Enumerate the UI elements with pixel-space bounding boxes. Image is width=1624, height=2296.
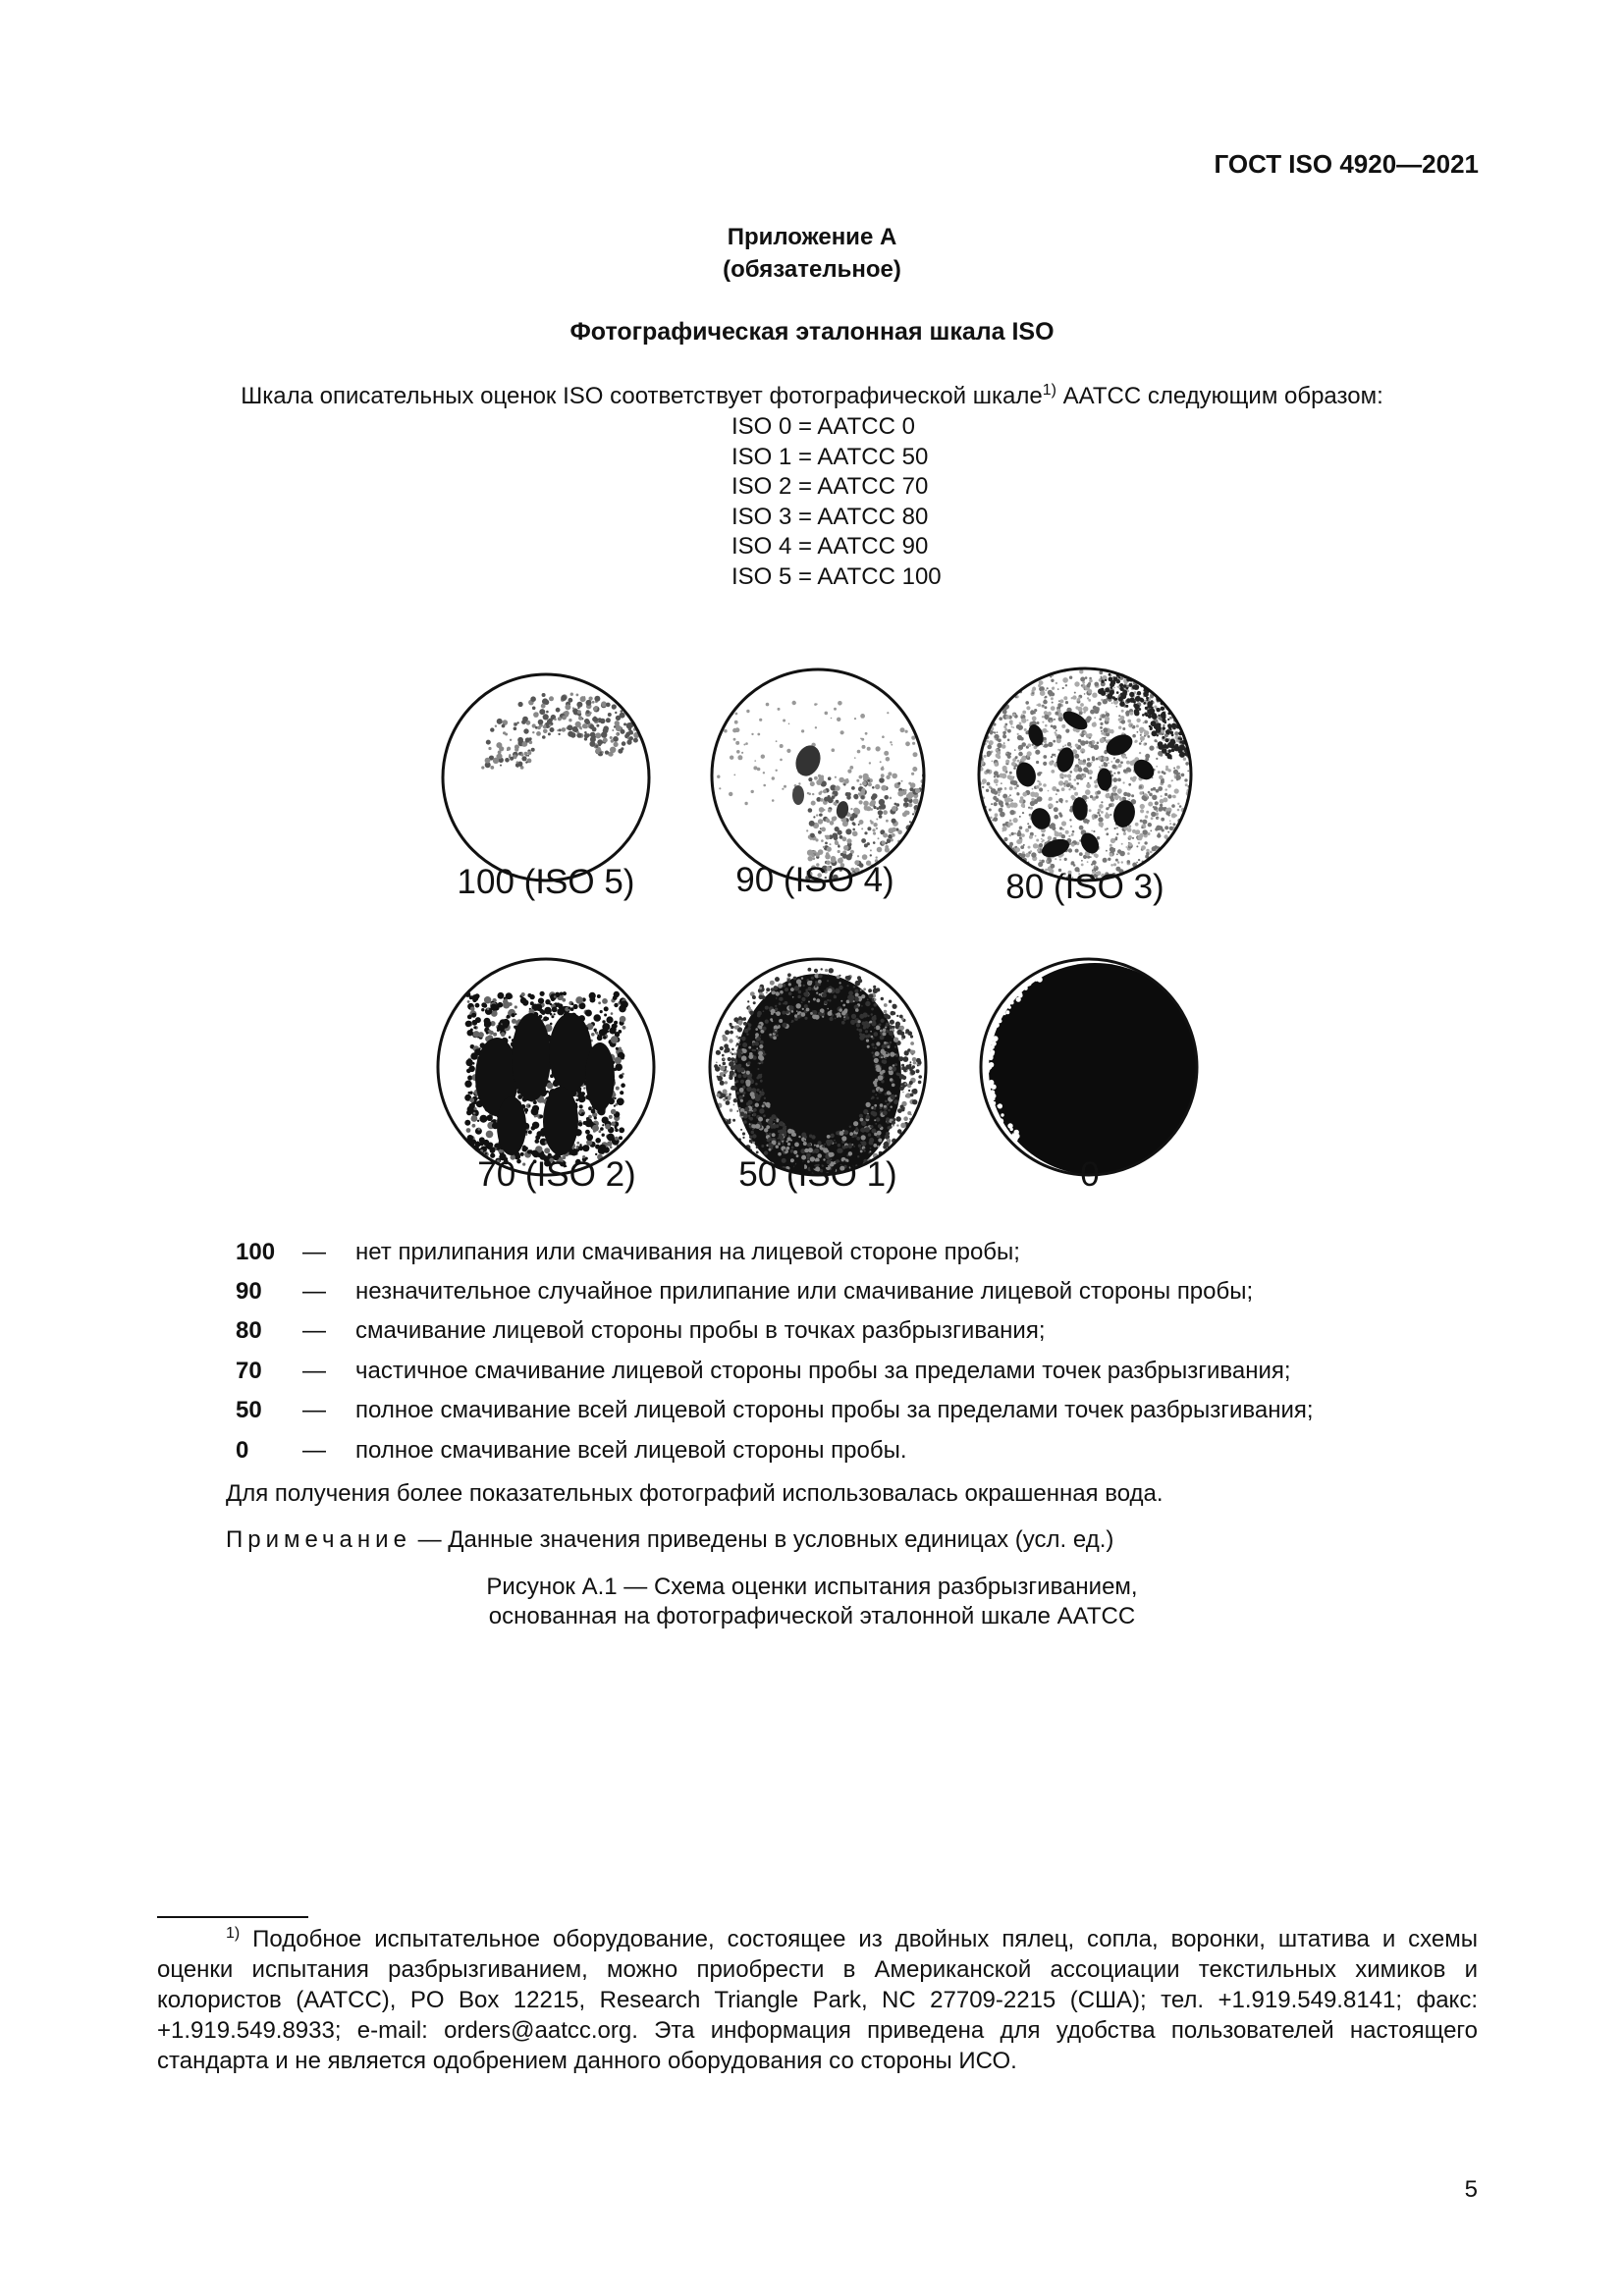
legend-dash: — [302, 1317, 326, 1344]
sample-disc-80 [978, 665, 1194, 881]
colored-water-note: Для получения более показательных фотографий использовалась окрашенная вода. [226, 1480, 1164, 1507]
disc-caption-100: 100 (ISO 5) [457, 863, 635, 901]
note-text: — Данные значения приведены в условных единицах (усл. ед.) [410, 1526, 1114, 1553]
legend-text: полное смачивание всей лицевой стороны пробы за пределами точек разбрызгивания; [355, 1397, 1314, 1423]
legend-dash: — [302, 1358, 326, 1384]
disc-caption-0: 0 [1080, 1155, 1100, 1194]
intro-text-after: AATCC следующим образом: [1056, 383, 1383, 409]
legend-text: незначительное случайное прилипание или смачивание лицевой стороны пробы; [355, 1278, 1254, 1305]
legend-dash: — [302, 1437, 326, 1464]
note-label: Примечание [226, 1526, 411, 1553]
disc-caption-70: 70 (ISO 2) [477, 1155, 636, 1194]
iso-aatcc-mapping [731, 412, 942, 593]
legend-text: смачивание лицевой стороны пробы в точках разбрызгивания; [355, 1317, 1046, 1344]
note [226, 1526, 1113, 1554]
disc-caption-80: 80 (ISO 3) [1005, 868, 1164, 906]
figure-caption-line-2: основанная на фотографической эталонной шкале AATCC [488, 1603, 1136, 1629]
sample-disc-90 [712, 669, 937, 883]
section-title: Фотографическая эталонная шкала ISO [569, 318, 1055, 346]
spray-rating-figure [0, 628, 1624, 1198]
legend-dash: — [302, 1397, 326, 1423]
sample-disc-50 [710, 959, 926, 1186]
intro-text-before: Шкала описательных оценок ISO соответствует фотографической шкале [241, 383, 1043, 409]
mapping-line: ISO 5 = AATCC 100 [731, 562, 942, 590]
sample-disc-0 [979, 959, 1202, 1175]
figure-caption-line-1: Рисунок А.1 — Схема оценки испытания разбрызгиванием, [486, 1574, 1138, 1600]
mapping-line: ISO 1 = AATCC 50 [731, 443, 929, 470]
disc-caption-90: 90 (ISO 4) [735, 861, 894, 899]
intro-paragraph [0, 383, 1624, 410]
legend-value: 90 [236, 1278, 262, 1305]
legend-value: 70 [236, 1358, 262, 1384]
legend-text: частичное смачивание лицевой стороны пробы за пределами точек разбрызгивания; [355, 1358, 1291, 1384]
footnote-text: Подобное испытательное оборудование, состоящее из двойных пялец, сопла, воронки, штатива и схемы оценки испытания разбрызгиванием, можно приобрести в Американской ассоциации текстильных химиков и колористов (AATCC), PO Box 12215, Research Triangle Park, NC 27709-2215 (США); тел. +1.919.549.8141; факс: +1.919.549.8933; e-mail: orders@aatcc.org. Эта информация приведена для удобства пользователей настоящего стандарта и не является одобрением данного оборудования со стороны ИСО. [157, 1926, 1478, 2074]
footnote [157, 1924, 1478, 2076]
legend-value: 0 [236, 1437, 249, 1464]
mapping-line: ISO 2 = AATCC 70 [731, 473, 929, 501]
disc-caption-50: 50 (ISO 1) [738, 1155, 897, 1194]
legend-value: 80 [236, 1317, 262, 1344]
sample-disc-100 [443, 674, 649, 881]
footnote-separator [157, 1916, 308, 1918]
mapping-line: ISO 4 = AATCC 90 [731, 533, 929, 561]
footnote-reference[interactable]: 1) [1042, 382, 1056, 399]
legend-text: нет прилипания или смачивания на лицевой стороне пробы; [355, 1239, 1020, 1265]
page-number: 5 [1464, 2176, 1478, 2203]
footnote-marker: 1) [226, 1925, 241, 1942]
mapping-line: ISO 3 = AATCC 80 [731, 503, 929, 530]
annex-status: (обязательное) [723, 256, 901, 283]
legend-text: полное смачивание всей лицевой стороны пробы. [355, 1437, 907, 1464]
legend-dash: — [302, 1278, 326, 1305]
document-code: ГОСТ ISO 4920—2021 [1214, 149, 1479, 179]
mapping-line: ISO 0 = AATCC 0 [731, 413, 915, 440]
annex-title: Приложение А [727, 224, 897, 250]
legend-dash: — [302, 1239, 326, 1265]
legend-value: 100 [236, 1239, 276, 1265]
sample-disc-70 [438, 959, 654, 1175]
legend-value: 50 [236, 1397, 262, 1423]
